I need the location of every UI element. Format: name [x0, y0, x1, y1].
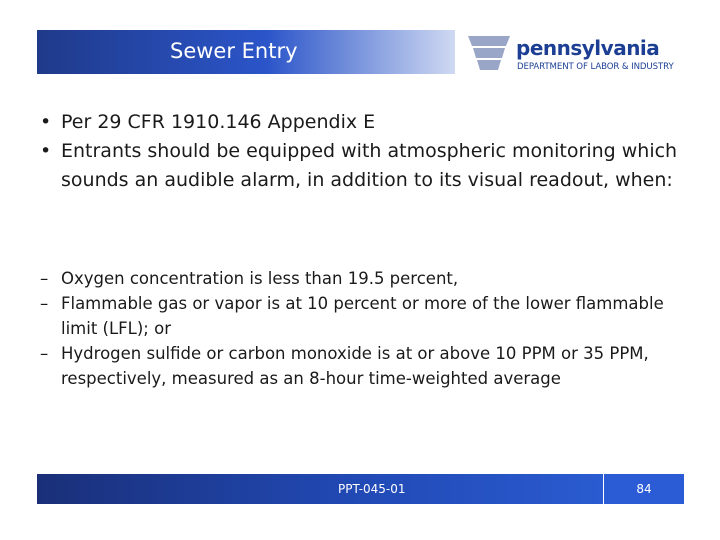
bullet-text: Entrants should be equipped with atmospheric monitoring which sounds an audible alarm, in addition to its visual readout, when:: [61, 140, 678, 191]
logo-department: DEPARTMENT OF LABOR & INDUSTRY: [517, 62, 674, 72]
sub-bullet-item: [40, 291, 700, 341]
bullet-marker: •: [40, 140, 52, 162]
page-number: 84: [636, 482, 652, 496]
bullet-list: [40, 108, 680, 195]
bullet-item: [40, 137, 680, 195]
bullet-marker: •: [40, 111, 52, 133]
sub-bullet-text: Oxygen concentration is less than 19.5 percent,: [61, 269, 459, 288]
keystone-icon: [466, 32, 512, 78]
sub-bullet-text: Hydrogen sulfide or carbon monoxide is at or above 10 PPM or 35 PPM, respectively, measured as an 8-hour time-weighted average: [61, 344, 649, 388]
sub-marker: –: [40, 294, 49, 313]
logo-name: pennsylvania: [516, 36, 660, 60]
sub-bullet-list: [40, 266, 700, 391]
sub-bullet-text: Flammable gas or vapor is at 10 percent or more of the lower flammable limit (LFL); or: [61, 294, 664, 338]
bullet-item: [40, 108, 680, 137]
slide-title: Sewer Entry: [170, 39, 298, 63]
sub-bullet-item: [40, 341, 700, 391]
footer-code: PPT-045-01: [338, 482, 406, 496]
pa-logo: [466, 32, 696, 78]
bullet-text: Per 29 CFR 1910.146 Appendix E: [61, 111, 376, 133]
sub-bullet-item: [40, 266, 700, 291]
sub-marker: –: [40, 344, 49, 363]
sub-marker: –: [40, 269, 49, 288]
footer-bar: [37, 474, 603, 504]
